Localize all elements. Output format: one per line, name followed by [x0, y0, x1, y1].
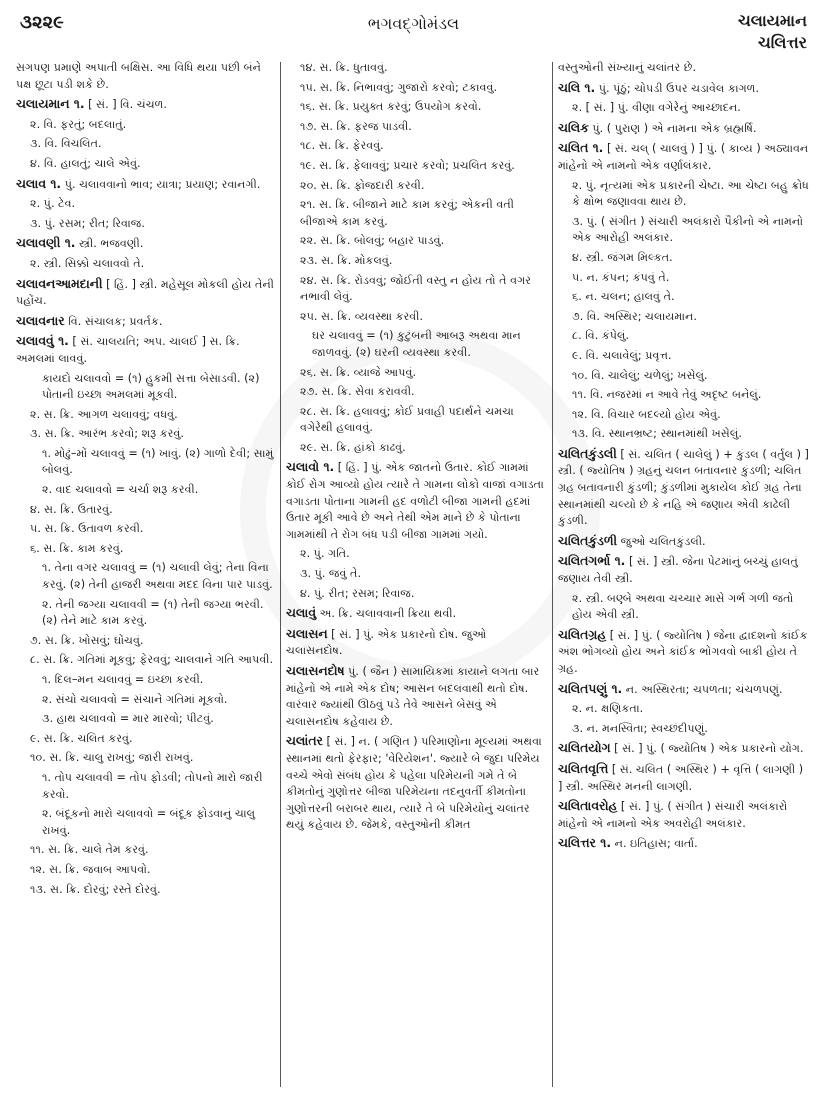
- entry-text: ૪. સ્ત્રી. જંગમ મિલ્કત.: [572, 250, 673, 264]
- entry-text: ન. અસ્થિરતા; ચપળતા; ચંચળપણું.: [622, 682, 783, 696]
- entry-text: ૧૨. વિ. વિચાર બદલ્યો હોય એવું.: [572, 407, 721, 421]
- entry-text: ૭. સ. ક્રિ. ખોસવું; ઘોંચવું.: [30, 633, 144, 647]
- dictionary-columns: [16, 60, 811, 1092]
- entry-sense: [558, 348, 811, 365]
- entry-sense: [286, 273, 546, 306]
- entry-sense: [16, 136, 274, 153]
- entry-text: અ. ક્રિ. ચલાવવાની ક્રિયા થવી.: [316, 607, 457, 621]
- dictionary-entry: [558, 740, 811, 758]
- dictionary-entry: [16, 276, 274, 310]
- entry-text: [ સં. ] સ્ત્રી. જેના પેટમાંનું બચ્ચું હાલતું જણાય તેવી સ્ત્રી.: [558, 555, 798, 586]
- entry-sense: [558, 387, 811, 404]
- entry-sense: [558, 100, 811, 117]
- entry-text: ૧૬. સ. ક્રિ. પ્રયુક્ત કરવું; ઉપયોગ કરવો.: [300, 100, 482, 114]
- entry-text: ૧. તેના વગર ચલાવવું = (૧) ચલાવી લેવું; તેના વિના કરવું. (૨) તેની હાજરી અથવા મદદ વિના પાર પાડવું.: [42, 561, 273, 592]
- headword: ચલિ ૧.: [558, 79, 596, 95]
- entry-text: પું. ( જૈન ) સામાયિકમાં કાયાને લગતા બાર માંહેનો એ નામે એક દોષ; આસન બદલવાથી થતો દોષ. વારંવાર જ્યાંથી ઊઠવું પડે તેવે આસને બેસવું એ ચલાસનદોષ કહેવાય છે.: [286, 665, 540, 728]
- entry-sense: [558, 289, 811, 306]
- dictionary-entry: [286, 626, 546, 660]
- entry-sense: [16, 407, 274, 424]
- entry-text: જુઓ ચલિતકુંડલી.: [617, 534, 706, 548]
- entry-sense: [16, 446, 274, 479]
- headword: ચલિત્તર ૧.: [558, 835, 612, 851]
- entry-sense: [558, 60, 811, 77]
- dictionary-entry: [286, 733, 546, 834]
- headword: ચલાવનઆમદાની: [16, 275, 103, 291]
- entry-text: ૨૩. સ. ક્રિ. મોકલવું.: [300, 253, 393, 267]
- entry-sense: [16, 371, 274, 404]
- entry-text: [ સં. ] પું. ( જ્યોતિષ ) જેના દ્વાદશનો કાંઈક અંશ ભોગવ્યો હોય અને કાંઈક ભોગવવો બાકી હોય તે ગ્રહ.: [558, 628, 808, 675]
- headword: ચલિતકુંડલી: [558, 445, 617, 461]
- entry-sense: [16, 770, 274, 803]
- entry-sense: [16, 502, 274, 519]
- headword: ચલાવો ૧.: [286, 459, 335, 475]
- entry-sense: [286, 138, 546, 155]
- entry-text: ૧. દિલ–મન ચલાવવું = ઇચ્છા કરવી.: [42, 673, 204, 686]
- entry-sense: [286, 99, 546, 116]
- column-2: [286, 60, 546, 1092]
- entry-sense: [16, 597, 274, 630]
- headword: ચલિતયોગ: [558, 740, 611, 756]
- entry-sense: [558, 407, 811, 424]
- entry-text: વસ્તુઓની સંખ્યાનું ચલાંતર છે.: [558, 61, 697, 74]
- headword: ચલિક: [558, 119, 589, 135]
- entry-sense: [558, 178, 811, 211]
- entry-text: ૮. સ. ક્રિ. ગતિમાં મૂકવું; ફેરવવું; ચાલવાને ગતિ આપવી.: [30, 653, 274, 667]
- dictionary-entry: [16, 313, 274, 331]
- entry-text: ૨. વાદ ચલાવવો = ચર્ચા શરૂ કરવી.: [42, 483, 199, 497]
- entry-text: ૨. વિ. ફરતું; બદલાતું.: [30, 117, 127, 131]
- entry-sense: [286, 365, 546, 382]
- dictionary-entry: [558, 140, 811, 174]
- headword: ચલિત ૧.: [558, 140, 604, 156]
- dictionary-entry: [558, 533, 811, 551]
- entry-sense: [286, 197, 546, 230]
- entry-text: ૨. સ્ત્રી. સિક્કો ચલાવવો તે.: [30, 256, 145, 270]
- entry-sense: [16, 652, 274, 669]
- entry-text: ૩. પું. જવું તે.: [300, 567, 362, 581]
- entry-text: સગપણ પ્રમાણે અપાતી બક્ષિસ. આ વિધિ થયા પછી બંને પક્ષ છૂટા પડી શકે છે.: [16, 61, 261, 91]
- entry-text: ૧૩. સ. ક્રિ. દોરવું; રસ્તે દોરવું.: [30, 882, 161, 896]
- entry-sense: [286, 60, 546, 77]
- entry-text: ૨૫. સ. ક્રિ. વ્યવસ્થા કરવી.: [300, 309, 423, 323]
- entry-text: ૯. વિ. ચલાવેલું; પ્રવૃત્ત.: [572, 348, 672, 362]
- entry-sense: [16, 521, 274, 538]
- headword: ચલાવવું ૧.: [16, 333, 69, 349]
- column-1: [16, 60, 274, 1092]
- entry-sense: [558, 591, 811, 624]
- entry-sense: [286, 119, 546, 136]
- entry-text: ૨. સંચો ચલાવવો = સંચાને ગતિમાં મૂકવો.: [42, 692, 228, 706]
- dictionary-entry: [558, 446, 811, 530]
- running-head: ભગવદ્ગોમંડલ: [367, 14, 460, 33]
- entry-text: ૪. વિ. હાલતું; ચાલે એવું.: [30, 156, 141, 170]
- entry-text: [ સં. ચલિત ( અસ્થિર ) + વૃત્તિ ( લાગણી ) ] સ્ત્રી. અસ્થિર મનની લાગણી.: [558, 762, 804, 793]
- headword: ચલાવ ૧.: [16, 175, 62, 191]
- entry-text: ૨૧. સ. ક્રિ. બીજાને માટે કામ કરવું; એકની વતી બીજાએ કામ કરવું.: [300, 198, 514, 228]
- column-3: [558, 60, 811, 1092]
- entry-sense: [16, 60, 274, 93]
- entry-text: [ સં. ] વિ. ચંચળ.: [84, 98, 167, 112]
- page-header: [20, 10, 807, 60]
- entry-sense: [286, 404, 546, 437]
- entry-sense: [16, 750, 274, 767]
- entry-sense: [286, 546, 546, 563]
- entry-sense: [286, 384, 546, 401]
- entry-text: સ્ત્રી. ભજવણી.: [75, 237, 144, 251]
- headword: ચલિતવૃત્તિ: [558, 760, 609, 776]
- entry-text: ૭. વિ. અસ્થિર; ચલાયમાન.: [572, 309, 697, 323]
- entry-text: ૫. સ. ક્રિ. ઉતાવળ કરવી.: [30, 522, 144, 536]
- entry-text: ૯. સ. ક્રિ. ચલિત કરવું.: [30, 731, 133, 745]
- entry-text: ઘર ચલાવવું = (૧) કુટુંબની આબરૂ અથવા માન જાળવવું. (૨) ઘરની વ્યવસ્થા કરવી.: [312, 329, 521, 359]
- entry-text: [ સં. ] પું. ( સંગીત ) સંચારી અલંકારો માંહેનો એ નામનો એક અવરોહી અલંકાર.: [558, 800, 788, 830]
- entry-text: ૧૦. સ. ક્રિ. ચાલુ રાખવું; જારી રાખવું.: [30, 751, 194, 765]
- entry-text: ૧. મોઢું–મોં ચલાવવું = (૧) ખાવું. (૨) ગાળો દેવી; સામું બોલવું.: [42, 446, 274, 477]
- entry-sense: [558, 214, 811, 247]
- entry-text: ૧૦. વિ. ચાલેલું; ચળેલું; ખસેલું.: [572, 368, 708, 382]
- entry-sense: [558, 309, 811, 326]
- entry-sense: [16, 692, 274, 709]
- entry-sense: [558, 426, 811, 443]
- entry-text: પું. ચલાવવાનો ભાવ; યાત્રા; પ્રયાણ; રવાનગી.: [61, 177, 261, 191]
- dictionary-entry: [558, 761, 811, 795]
- entry-text: ૨. સ્ત્રી. બણ્બે અથવા ચચ્ચાર માસે ગર્ભ ગળી જતો હોય એવી સ્ત્રી.: [572, 591, 794, 622]
- entry-sense: [286, 233, 546, 250]
- headword: ચલાવનાર: [16, 312, 65, 328]
- entry-text: [ સં. ] પું. એક પ્રકારનો દોષ. જુઓ ચલાસનદોષ.: [286, 627, 487, 658]
- entry-text: ૬. ન. ચલન; હાલવું તે.: [572, 290, 675, 304]
- entry-text: પું. પૂંઠું; ચોપડી ઉપર ચડાવેલ કાગળ.: [595, 81, 760, 95]
- entry-text: કાયદો ચલાવવો = (૧) હુકમી સત્તા બેસાડવી. (૨) પોતાની ઇચ્છા અમલમાં મૂકવી.: [42, 371, 260, 402]
- entry-sense: [16, 842, 274, 859]
- entry-text: ૨૨. સ. ક્રિ. બોલવું; બહાર પાડવું.: [300, 234, 445, 248]
- entry-text: [ સં. ] પું. ( જ્યોતિષ ) એક પ્રકારનો યોગ.: [610, 742, 804, 756]
- entry-text: [ હિં. ] સ્ત્રી. મહેસૂલ મોકલી હોય તેની પહોંચ.: [16, 277, 274, 308]
- dictionary-entry: [16, 333, 274, 367]
- entry-text: ૨૪. સ. ક્રિ. રોડવવું; જોઈતી વસ્તુ ન હોય તો તે વગર નભાવી લેવું.: [300, 273, 532, 304]
- headword: ચલિતાવરોહ: [558, 798, 618, 814]
- dictionary-entry: [558, 120, 811, 138]
- dictionary-entry: [558, 798, 811, 832]
- headword: ચલાંતર: [286, 733, 323, 749]
- dictionary-entry: [558, 553, 811, 587]
- entry-sense: [286, 309, 546, 326]
- entry-sense: [286, 253, 546, 270]
- entry-sense: [16, 806, 274, 839]
- dictionary-entry: [558, 835, 811, 853]
- entry-text: ૨. પું. નૃત્યમાં એક પ્રકારની ચેષ્ટા. આ ચેષ્ટા બહુ ક્રોધ કે ક્ષોભ જણાવવા થાય છે.: [572, 178, 809, 209]
- entry-text: ૬. સ. ક્રિ. કામ કરવું.: [30, 541, 124, 555]
- entry-text: ન. ઇતિહાસ; વાર્તા.: [611, 837, 698, 851]
- entry-text: ૪. સ. ક્રિ. ઉતારવું.: [30, 502, 113, 516]
- entry-text: ૮. વિ. કંપેલું.: [572, 329, 630, 343]
- entry-sense: [558, 368, 811, 385]
- guide-word-last: ચલિત્તર: [757, 33, 807, 52]
- guide-words: [738, 10, 807, 54]
- entry-text: ૨૯. સ. ક્રિ. હાંકો કાઢવું.: [300, 440, 406, 454]
- entry-sense: [558, 721, 811, 738]
- entry-sense: [16, 862, 274, 879]
- entry-text: ૩. સ. ક્રિ. આરંભ કરવો; શરૂ કરવું.: [30, 427, 184, 441]
- entry-text: ૩. પું. રસમ; રીત; રિવાજ.: [30, 216, 145, 230]
- entry-sense: [16, 482, 274, 499]
- entry-text: ૨. ન. ક્ષણિકતા.: [572, 702, 644, 716]
- entry-sense: [16, 731, 274, 748]
- headword: ચલાસનદોષ: [286, 663, 345, 678]
- entry-sense: [16, 882, 274, 899]
- dictionary-entry: [286, 663, 546, 730]
- guide-word-first: ચલાયમાન: [737, 11, 807, 30]
- entry-text: વિ. સંચાલક; પ્રવર્તક.: [64, 314, 163, 328]
- entry-sense: [558, 250, 811, 267]
- entry-text: ૫. ન. કંપન; કંપવું તે.: [572, 270, 670, 284]
- entry-text: ૩. હાથ ચલાવવો = માર મારવો; પીટવું.: [42, 712, 214, 726]
- entry-sense: [16, 426, 274, 443]
- entry-text: ૧૯. સ. ક્રિ. ફેલાવવું; પ્રચાર કરવો; પ્રચલિત કરવું.: [300, 158, 515, 172]
- entry-text: ૨. સ. ક્રિ. આગળ ચલાવવું; વધવું.: [30, 407, 178, 421]
- entry-text: ૨. તેની જગ્યા ચલાવવી = (૧) તેની જગ્યા ભરવી. (૨) તેને માટે કામ કરવું.: [42, 597, 264, 628]
- entry-text: ૩. ન. મનસ્વિતા; સ્વચ્છંદીપણું.: [572, 721, 708, 735]
- entry-sense: [16, 560, 274, 593]
- entry-sense: [16, 156, 274, 173]
- entry-sense: [286, 328, 546, 361]
- entry-text: ૧૨. સ. ક્રિ. જવાબ આપવો.: [30, 862, 151, 876]
- dictionary-entry: [16, 176, 274, 194]
- entry-sense: [558, 270, 811, 287]
- entry-text: ૨૭. સ. ક્રિ. સેવા કરાવવી.: [300, 385, 415, 399]
- entry-sense: [16, 541, 274, 558]
- entry-text: ૧. તોપ ચલાવવી = તોપ ફોડવી; તોપનો મારો જારી કરવો.: [42, 770, 263, 801]
- entry-text: ૨. પું. ગતિ.: [300, 547, 350, 561]
- headword: ચલિતગ્રહ: [558, 626, 607, 642]
- entry-text: ૩. પું. ( સંગીત ) સંચારી અલંકારો પૈકીનો એ નામનો એક આરોહી અલંકાર.: [572, 214, 804, 245]
- dictionary-entry: [16, 235, 274, 253]
- dictionary-entry: [286, 605, 546, 623]
- entry-text: ૨. બંદૂકનો મારો ચલાવવો = બંદૂક ફોડવાનું ચાલુ રાખવું.: [42, 807, 256, 837]
- entry-sense: [558, 328, 811, 345]
- entry-text: ૧૫. સ. ક્રિ. નિભાવવું; ગુજારો કરવો; ટકાવવું.: [300, 80, 498, 94]
- entry-sense: [16, 117, 274, 134]
- entry-text: ૨૬. સ. ક્રિ. વ્યાજે આપવું.: [300, 365, 417, 379]
- entry-sense: [558, 701, 811, 718]
- entry-text: ૨. [ સં. ] પું. વીણા વગેરેનું આચ્છાદન.: [572, 101, 741, 115]
- entry-sense: [16, 256, 274, 273]
- entry-sense: [286, 566, 546, 583]
- entry-sense: [16, 711, 274, 728]
- entry-text: ૨૦. સ. ક્રિ. ફોજદારી કરવી.: [300, 178, 425, 192]
- entry-sense: [16, 633, 274, 650]
- entry-text: ૧૮. સ. ક્રિ. ફેરવવું.: [300, 139, 384, 153]
- entry-text: ૧૪. સ. ક્રિ. ધુતાવવું.: [300, 61, 388, 74]
- entry-text: ૩. વિ. વિચલિત.: [30, 137, 102, 151]
- entry-text: ૪. પું. રીત; રસમ; રિવાજ.: [300, 586, 415, 600]
- headword: ચલિતગર્ભા ૧.: [558, 553, 626, 569]
- entry-text: [ સં. ] ન. ( ગણિત ) પરિમાણોના મૂલ્યમાં અથવા સ્થાનમાં થતો ફેરફાર; 'વેરિયેશન'. જ્યારે બે જુદા પરિમેય વચ્ચે એવો સંબંધ હોય કે પહેલા પરિમેયની ગમે તે બે કીમતોનું ગુણોત્તર બીજા પરિમેયના તદનુવર્તી કીમતોના ગુણોત્તરની બરાબર થાય, ત્યારે તે બે પરિમેયોનું ચલાંતર થયું કહેવાય છે. જેમકે, વસ્તુઓની કીમત: [286, 735, 542, 832]
- entry-sense: [286, 178, 546, 195]
- entry-text: ૧૧. વિ. નજરમાં ન આવે તેવું અદૃષ્ટ બનેલું.: [572, 388, 762, 402]
- entry-sense: [286, 158, 546, 175]
- entry-text: [ હિં. ] પું. એક જાતનો ઉતાર. કોઈ ગામમાં કોઈ રોગ આવ્યો હોય ત્યારે તે ગામના લોકો વાજાં વગાડતા વગાડતા પોતાના ગામની હદ વળોટી બીજા ગામની હદમાં ઉતાર મૂકી આવે છે અને તેથી એમ માને છે કે પોતાના ગામમાંથી તે રોગ બંધ પડી બીજા ગામમાં ગયો.: [286, 461, 544, 541]
- headword: ચલિતપણું ૧.: [558, 680, 623, 696]
- headword: ચલાવું: [286, 605, 317, 621]
- entry-text: ૧૧. સ. ક્રિ. ચાલે તેમ કરવું.: [30, 843, 149, 857]
- entry-text: [ સં. ચલિત ( ચાલેલું ) + કુંડલ ( વર્તુલ ) ] સ્ત્રી. ( જ્યોતિષ ) ગ્રહનું ચલન બતાવનાર કુંડળી; ચલિત ગ્રહ બતાવનારી કુંડળી; કુંડળીમાં મુકાયેલ કોઈ ગ્રહ તેના સ્થાનમાંથી ચલ્યો છે કે નહિ એ જણાય એવી કાઢેલી કુંડળી.: [558, 447, 809, 528]
- entry-text: ૧૩. વિ. સ્થાનભ્રષ્ટ; સ્થાનમાંથી ખસેલું.: [572, 427, 742, 441]
- headword: ચલાસન: [286, 625, 328, 641]
- entry-text: ૧૭. સ. ક્રિ. ફરજ પાડવી.: [300, 119, 412, 133]
- dictionary-entry: [286, 459, 546, 543]
- entry-text: [ સં. ચલ્ ( ચાલવું ) ] પું. ( કાવ્ય ) અઠ્યાવન માંહેનો એ નામનો એક વર્ણાલંકાર.: [558, 142, 809, 172]
- headword: ચલિતકુંડળી: [558, 532, 618, 548]
- headword: ચલાયમાન ૧.: [16, 96, 85, 112]
- dictionary-entry: [558, 627, 811, 678]
- entry-sense: [286, 80, 546, 97]
- entry-text: ૨૮. સ. ક્રિ. હલાવવું; કોઈ પ્રવાહી પદાર્થને ચમચા વગેરેથી હલાવવું.: [300, 404, 514, 435]
- entry-text: ૨. પું. ટેવ.: [30, 197, 76, 211]
- dictionary-entry: [558, 681, 811, 699]
- dictionary-entry: [558, 80, 811, 98]
- page-number: ૩૨૨૯: [20, 12, 64, 33]
- entry-text: પું. ( પુરાણ ) એ નામના એક બ્રહ્મર્ષિ.: [588, 121, 757, 135]
- entry-sense: [286, 440, 546, 457]
- dictionary-entry: [16, 96, 274, 114]
- entry-sense: [16, 196, 274, 213]
- entry-sense: [286, 586, 546, 603]
- headword: ચલાવણી ૧.: [16, 235, 76, 251]
- entry-sense: [16, 216, 274, 233]
- entry-sense: [16, 672, 274, 689]
- entry-text: [ સં. ચાલયતિ; અપ. ચાલઈ ] સ. ક્રિ. અમલમાં લાવવું.: [16, 335, 240, 365]
